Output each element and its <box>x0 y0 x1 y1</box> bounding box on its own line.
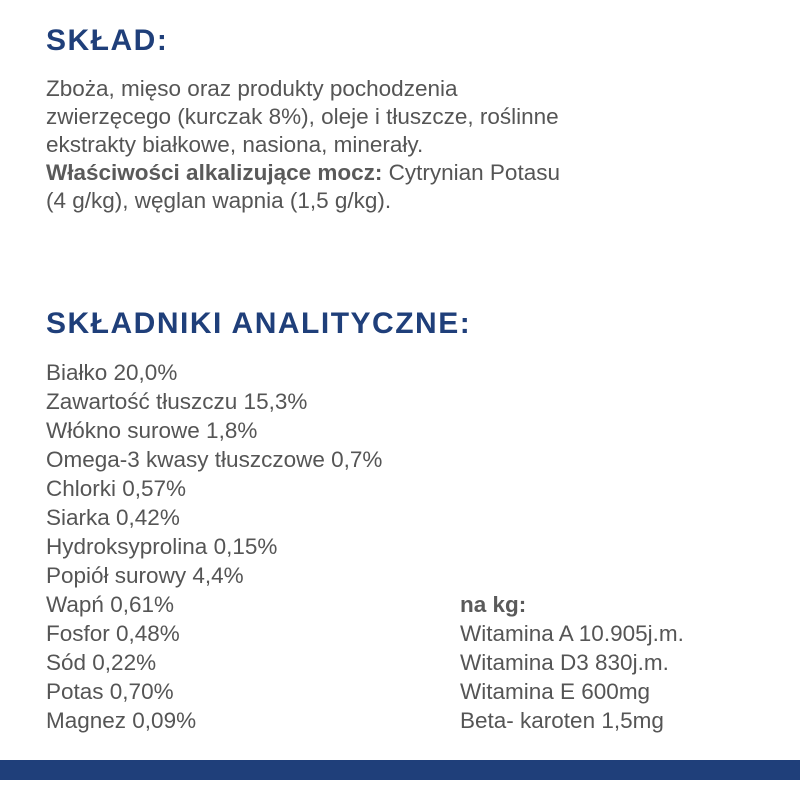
analytic-item: Omega-3 kwasy tłuszczowe 0,7% <box>46 447 383 472</box>
composition-heading: SKŁAD: <box>46 24 169 57</box>
per-kg-item: Witamina A 10.905j.m. <box>460 621 684 646</box>
analytic-item: Białko 20,0% <box>46 360 178 385</box>
analytic-item: Potas 0,70% <box>46 679 174 704</box>
alkaline-text: Cytrynian Potasu <box>382 160 560 185</box>
analytic-item: Fosfor 0,48% <box>46 621 180 646</box>
analytic-item: Chlorki 0,57% <box>46 476 187 501</box>
analytic-item: Wapń 0,61% <box>46 592 174 617</box>
analytic-item: Sód 0,22% <box>46 650 157 675</box>
analytic-item: Włókno surowe 1,8% <box>46 418 258 443</box>
analytic-item: Magnez 0,09% <box>46 708 197 733</box>
composition-line: zwierzęcego (kurczak 8%), oleje i tłuszcze, roślinne <box>46 104 559 129</box>
per-kg-title: na kg: <box>460 592 527 617</box>
analytic-item: Popiół surowy 4,4% <box>46 563 244 588</box>
composition-line: ekstrakty białkowe, nasiona, minerały. <box>46 132 424 157</box>
per-kg-item: Witamina D3 830j.m. <box>460 650 669 675</box>
bottom-brand-bar <box>0 760 800 780</box>
per-kg-item: Beta- karoten 1,5mg <box>460 708 664 733</box>
analytic-item: Siarka 0,42% <box>46 505 180 530</box>
alkaline-line <box>46 159 766 187</box>
analytic-item: Zawartość tłuszczu 15,3% <box>46 389 308 414</box>
analytic-list <box>46 358 382 735</box>
composition-line: Zboża, mięso oraz produkty pochodzenia <box>46 76 458 101</box>
alkaline-line-continued: (4 g/kg), węglan wapnia (1,5 g/kg). <box>46 188 392 213</box>
analytic-item: Hydroksyprolina 0,15% <box>46 534 278 559</box>
analytic-heading: SKŁADNIKI ANALITYCZNE: <box>46 307 472 340</box>
per-kg-item: Witamina E 600mg <box>460 679 651 704</box>
per-kg-list <box>460 590 684 735</box>
composition-paragraph <box>46 75 766 215</box>
alkaline-label: Właściwości alkalizujące mocz: <box>46 160 383 185</box>
